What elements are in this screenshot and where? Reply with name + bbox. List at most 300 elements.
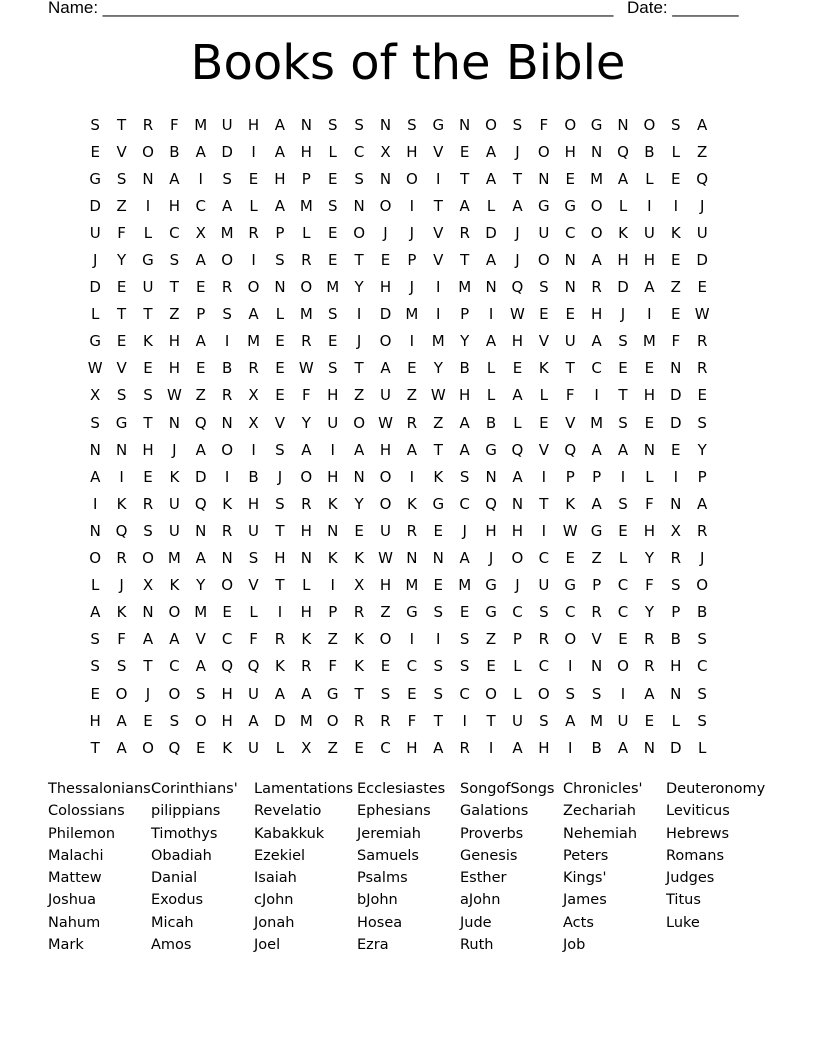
grid-letter: N (564, 251, 576, 270)
grid-letter: A (274, 142, 286, 161)
grid-letter: H (485, 521, 497, 540)
grid-letter: J (699, 196, 705, 215)
grid-letter: N (353, 196, 365, 215)
grid-row (82, 301, 742, 328)
grid-letter: A (459, 196, 470, 215)
grid-letter: R (353, 603, 365, 622)
word-bank-item: Galations (460, 803, 529, 820)
grid-letter: A (380, 359, 391, 378)
word-bank (48, 778, 808, 956)
grid-letter: M (405, 576, 419, 595)
grid-letter: X (90, 386, 101, 405)
grid-letter: O (379, 332, 392, 351)
grid-letter: E (116, 332, 127, 351)
grid-row (82, 707, 742, 734)
grid-letter: J (409, 223, 415, 242)
grid-row (82, 436, 742, 463)
grid-letter: Z (670, 278, 681, 297)
grid-letter: L (249, 196, 258, 215)
word-bank-item: Isaiah (254, 870, 297, 887)
grid-letter: A (697, 494, 708, 513)
grid-letter: H (511, 332, 524, 351)
grid-letter: R (644, 630, 655, 649)
grid-letter: N (327, 521, 339, 540)
grid-letter: E (644, 359, 655, 378)
grid-letter: A (591, 251, 602, 270)
grid-letter: O (590, 223, 603, 242)
word-bank-item: Nehemiah (563, 825, 638, 842)
grid-letter: L (513, 413, 522, 432)
grid-letter: S (618, 494, 628, 513)
grid-letter: I (673, 467, 678, 486)
word-bank-item: Proverbs (460, 825, 524, 842)
grid-letter: I (541, 521, 547, 540)
grid-letter: E (459, 603, 470, 622)
grid-letter: H (247, 494, 260, 513)
word-bank-item: Danial (151, 870, 198, 887)
word-bank-item: Jonah (254, 914, 295, 931)
word-bank-item: Nahum (48, 914, 101, 931)
grid-letter: L (539, 386, 549, 405)
grid-letter: Q (511, 278, 524, 297)
grid-letter: O (194, 711, 207, 730)
grid-letter: C (512, 603, 523, 622)
grid-letter: N (485, 467, 497, 486)
grid-letter: H (89, 711, 101, 730)
grid-letter: E (407, 684, 417, 703)
grid-letter: Q (115, 521, 128, 540)
grid-letter: W (298, 359, 314, 378)
grid-letter: E (697, 278, 707, 297)
grid-letter: E (90, 684, 100, 703)
word-bank-item: Thessalonians (48, 781, 151, 797)
grid-letter: U (643, 223, 655, 242)
word-bank-item: Joshua (48, 892, 96, 909)
grid-letter: H (327, 386, 339, 405)
grid-letter: H (247, 115, 260, 134)
grid-row (82, 328, 742, 355)
grid-letter: U (696, 223, 708, 242)
grid-letter: A (195, 440, 206, 459)
grid-letter: T (143, 305, 153, 324)
word-bank-item: Deuteronomy (666, 781, 766, 797)
grid-letter: R (644, 657, 655, 676)
grid-letter: H (643, 386, 656, 405)
grid-letter: Y (644, 549, 654, 568)
grid-letter: L (91, 576, 100, 595)
grid-letter: T (143, 657, 153, 676)
grid-letter: I (119, 467, 124, 486)
grid-letter: E (143, 467, 153, 486)
grid-letter: R (301, 494, 312, 513)
grid-letter: V (274, 413, 286, 432)
grid-letter: Y (697, 440, 707, 459)
grid-letter: S (354, 169, 364, 188)
grid-letter: Y (460, 332, 470, 351)
grid-letter: Q (168, 738, 181, 757)
grid-letter: W (510, 305, 525, 324)
grid-letter: R (459, 738, 470, 757)
grid-letter: C (538, 549, 550, 568)
grid-letter: N (511, 494, 524, 513)
grid-letter: T (433, 711, 443, 730)
grid-letter: H (221, 684, 233, 703)
grid-letter: H (221, 711, 233, 730)
grid-letter: S (539, 278, 549, 297)
grid-letter: E (196, 278, 206, 297)
word-bank-item: Jude (460, 914, 492, 931)
grid-letter: E (275, 386, 285, 405)
grid-letter: H (379, 440, 392, 459)
grid-letter: O (221, 576, 234, 595)
grid-letter: G (432, 115, 445, 134)
grid-letter: A (274, 684, 286, 703)
grid-letter: O (247, 278, 260, 297)
grid-letter: T (90, 738, 100, 757)
word-bank-column (666, 778, 769, 956)
grid-letter: H (274, 549, 286, 568)
grid-letter: D (194, 467, 207, 486)
grid-letter: L (328, 142, 337, 161)
grid-letter: O (168, 603, 181, 622)
grid-letter: G (564, 196, 577, 215)
word-bank-item: Mattew (48, 870, 102, 887)
grid-letter: A (512, 738, 523, 757)
word-bank-item: Philemon (48, 825, 116, 842)
grid-letter: K (618, 223, 628, 242)
grid-letter: I (620, 684, 626, 703)
grid-letter: E (116, 278, 127, 297)
grid-row (82, 382, 742, 409)
grid-letter: O (696, 576, 709, 595)
grid-letter: U (248, 521, 260, 540)
grid-letter: I (488, 738, 494, 757)
word-bank-item: Amos (151, 937, 192, 954)
grid-letter: L (698, 738, 707, 757)
grid-letter: I (409, 467, 415, 486)
grid-letter: S (591, 684, 602, 703)
word-bank-item: Ecclesiastes (357, 781, 446, 797)
grid-letter: R (591, 278, 602, 297)
grid-letter: L (671, 142, 680, 161)
grid-letter: C (221, 630, 233, 649)
grid-letter: O (537, 142, 550, 161)
grid-letter: H (643, 521, 656, 540)
grid-letter: E (486, 657, 496, 676)
grid-letter: I (436, 278, 441, 297)
grid-letter: Y (196, 576, 206, 595)
grid-letter: E (565, 549, 575, 568)
grid-letter: I (277, 603, 283, 622)
grid-row (82, 463, 742, 490)
grid-letter: N (142, 603, 154, 622)
grid-letter: S (327, 305, 338, 324)
grid-letter: T (433, 196, 443, 215)
grid-letter: U (248, 684, 260, 703)
grid-letter: A (248, 711, 259, 730)
grid-letter: J (699, 549, 705, 568)
grid-letter: Z (327, 630, 338, 649)
grid-letter: U (511, 711, 523, 730)
grid-row (82, 572, 742, 599)
grid-letter: K (169, 576, 180, 595)
grid-letter: S (697, 684, 707, 703)
grid-letter: N (89, 440, 101, 459)
grid-letter: R (301, 657, 312, 676)
grid-letter: H (142, 440, 154, 459)
grid-letter: T (460, 251, 470, 270)
grid-letter: X (670, 521, 681, 540)
grid-letter: E (196, 738, 206, 757)
grid-letter: W (166, 386, 182, 405)
word-bank-item: Leviticus (666, 803, 730, 820)
grid-letter: Z (380, 603, 391, 622)
grid-row (82, 599, 742, 626)
grid-letter: O (142, 142, 154, 161)
word-bank-item: Kings' (563, 870, 607, 887)
grid-letter: H (511, 521, 524, 540)
grid-letter: G (538, 196, 550, 215)
grid-letter: O (485, 115, 497, 134)
grid-letter: F (407, 711, 417, 730)
grid-letter: A (485, 332, 497, 351)
word-bank-item: James (563, 892, 607, 909)
grid-letter: N (89, 521, 101, 540)
grid-letter: A (195, 142, 206, 161)
grid-letter: E (143, 359, 153, 378)
grid-letter: V (248, 576, 259, 595)
grid-letter: S (195, 684, 206, 703)
grid-letter: I (330, 440, 335, 459)
grid-letter: E (539, 413, 549, 432)
grid-letter: N (221, 413, 233, 432)
grid-letter: Y (301, 413, 311, 432)
grid-letter: B (644, 142, 655, 161)
grid-letter: W (430, 386, 446, 405)
grid-row (82, 274, 742, 301)
grid-letter: A (116, 738, 127, 757)
grid-letter: V (433, 142, 444, 161)
grid-letter: S (433, 657, 444, 676)
grid-letter: L (513, 684, 522, 703)
grid-letter: O (115, 684, 128, 703)
grid-letter: S (433, 684, 444, 703)
grid-letter: I (620, 467, 626, 486)
grid-letter: S (116, 657, 127, 676)
grid-letter: J (462, 521, 467, 540)
grid-letter: F (117, 223, 126, 242)
grid-letter: E (275, 359, 285, 378)
grid-letter: A (617, 738, 629, 757)
grid-letter: I (647, 305, 652, 324)
grid-letter: A (591, 440, 602, 459)
word-bank-item: Judges (666, 870, 715, 887)
grid-letter: R (142, 494, 154, 513)
grid-letter: A (512, 196, 523, 215)
grid-letter: A (274, 196, 286, 215)
grid-letter: E (512, 359, 523, 378)
grid-letter: M (167, 549, 181, 568)
grid-letter: A (195, 332, 206, 351)
grid-letter: D (89, 196, 101, 215)
grid-letter: S (459, 657, 470, 676)
grid-letter: E (407, 359, 417, 378)
grid-letter: T (512, 169, 523, 188)
grid-row (82, 409, 742, 436)
grid-letter: A (90, 603, 101, 622)
grid-letter: D (670, 413, 682, 432)
grid-letter: G (142, 251, 154, 270)
grid-letter: F (539, 115, 549, 134)
grid-letter: C (380, 738, 391, 757)
grid-letter: I (224, 332, 230, 351)
grid-letter: A (195, 549, 206, 568)
grid-letter: R (248, 223, 259, 242)
grid-letter: Q (194, 413, 207, 432)
grid-letter: B (459, 359, 470, 378)
word-bank-item: Jeremiah (357, 825, 421, 842)
grid-letter: I (251, 440, 256, 459)
grid-letter: E (196, 359, 206, 378)
grid-letter: A (459, 440, 470, 459)
grid-letter: H (459, 386, 471, 405)
grid-letter: N (670, 684, 682, 703)
grid-letter: B (248, 467, 259, 486)
grid-letter: I (409, 630, 415, 649)
grid-letter: R (142, 115, 154, 134)
grid-letter: Q (564, 440, 577, 459)
grid-letter: T (275, 521, 285, 540)
grid-letter: R (459, 223, 470, 242)
grid-letter: S (539, 603, 549, 622)
grid-letter: E (697, 386, 707, 405)
grid-letter: A (406, 440, 418, 459)
grid-letter: N (168, 413, 180, 432)
grid-letter: L (143, 223, 153, 242)
grid-letter: M (299, 711, 313, 730)
grid-letter: M (431, 332, 445, 351)
grid-letter: V (195, 630, 206, 649)
grid-letter: G (564, 576, 577, 595)
grid-letter: A (301, 684, 312, 703)
grid-letter: L (618, 196, 628, 215)
grid-letter: K (538, 359, 549, 378)
grid-letter: A (169, 630, 180, 649)
grid-row (82, 192, 742, 219)
word-bank-column (151, 778, 254, 956)
grid-letter: R (380, 711, 391, 730)
grid-letter: R (696, 332, 708, 351)
grid-letter: I (436, 630, 441, 649)
grid-letter: L (618, 549, 628, 568)
grid-letter: M (458, 278, 472, 297)
grid-letter: D (696, 251, 708, 270)
grid-letter: S (512, 115, 523, 134)
grid-letter: B (591, 738, 602, 757)
grid-letter: E (327, 251, 338, 270)
page-title: Books of the Bible (190, 35, 626, 91)
grid-letter: E (539, 305, 549, 324)
grid-letter: Z (697, 142, 708, 161)
grid-letter: O (379, 630, 392, 649)
grid-letter: H (300, 142, 312, 161)
grid-letter: V (433, 223, 444, 242)
grid-letter: P (565, 467, 575, 486)
grid-letter: U (168, 521, 180, 540)
word-bank-item: Hebrews (666, 825, 730, 842)
grid-letter: E (90, 142, 100, 161)
grid-letter: I (251, 142, 256, 161)
grid-letter: I (436, 305, 441, 324)
word-bank-item: Romans (666, 847, 725, 864)
grid-letter: S (327, 115, 338, 134)
grid-letter: A (353, 440, 365, 459)
grid-letter: N (406, 549, 418, 568)
grid-letter: D (670, 386, 682, 405)
grid-letter: A (195, 657, 206, 676)
word-search-grid (82, 111, 742, 761)
grid-letter: S (90, 630, 100, 649)
grid-letter: W (87, 359, 103, 378)
grid-letter: M (299, 196, 313, 215)
grid-letter: E (354, 521, 364, 540)
grid-letter: R (116, 549, 127, 568)
grid-letter: L (486, 386, 496, 405)
grid-letter: E (671, 305, 681, 324)
grid-letter: Z (169, 305, 180, 324)
grid-letter: P (697, 467, 707, 486)
grid-letter: S (565, 684, 575, 703)
grid-letter: H (406, 738, 418, 757)
grid-letter: K (169, 467, 180, 486)
grid-letter: V (116, 359, 127, 378)
grid-letter: K (143, 332, 153, 351)
grid-letter: W (562, 521, 578, 540)
grid-letter: X (301, 738, 312, 757)
grid-letter: P (301, 169, 311, 188)
grid-letter: G (485, 440, 497, 459)
grid-letter: G (590, 115, 603, 134)
grid-letter: X (248, 386, 259, 405)
grid-letter: N (353, 467, 365, 486)
grid-letter: E (248, 169, 259, 188)
grid-letter: B (169, 142, 180, 161)
grid-letter: J (515, 223, 520, 242)
grid-letter: M (220, 223, 234, 242)
grid-letter: P (196, 305, 206, 324)
grid-letter: A (433, 738, 444, 757)
grid-letter: E (459, 142, 470, 161)
grid-letter: T (618, 386, 628, 405)
grid-letter: F (645, 494, 654, 513)
word-bank-column (254, 778, 357, 956)
word-bank-item: bJohn (357, 892, 398, 909)
grid-letter: E (327, 332, 338, 351)
grid-letter: K (301, 630, 312, 649)
word-bank-item: Kabakkuk (254, 825, 325, 842)
grid-letter: J (172, 440, 177, 459)
grid-letter: N (564, 278, 576, 297)
grid-letter: Q (194, 494, 207, 513)
grid-letter: B (222, 359, 233, 378)
grid-letter: H (300, 603, 312, 622)
word-bank-item: Lamentations (254, 781, 354, 797)
grid-letter: A (591, 494, 602, 513)
grid-letter: K (354, 657, 365, 676)
word-bank-item: Ezra (357, 937, 389, 954)
grid-letter: U (327, 413, 339, 432)
grid-letter: N (459, 115, 471, 134)
